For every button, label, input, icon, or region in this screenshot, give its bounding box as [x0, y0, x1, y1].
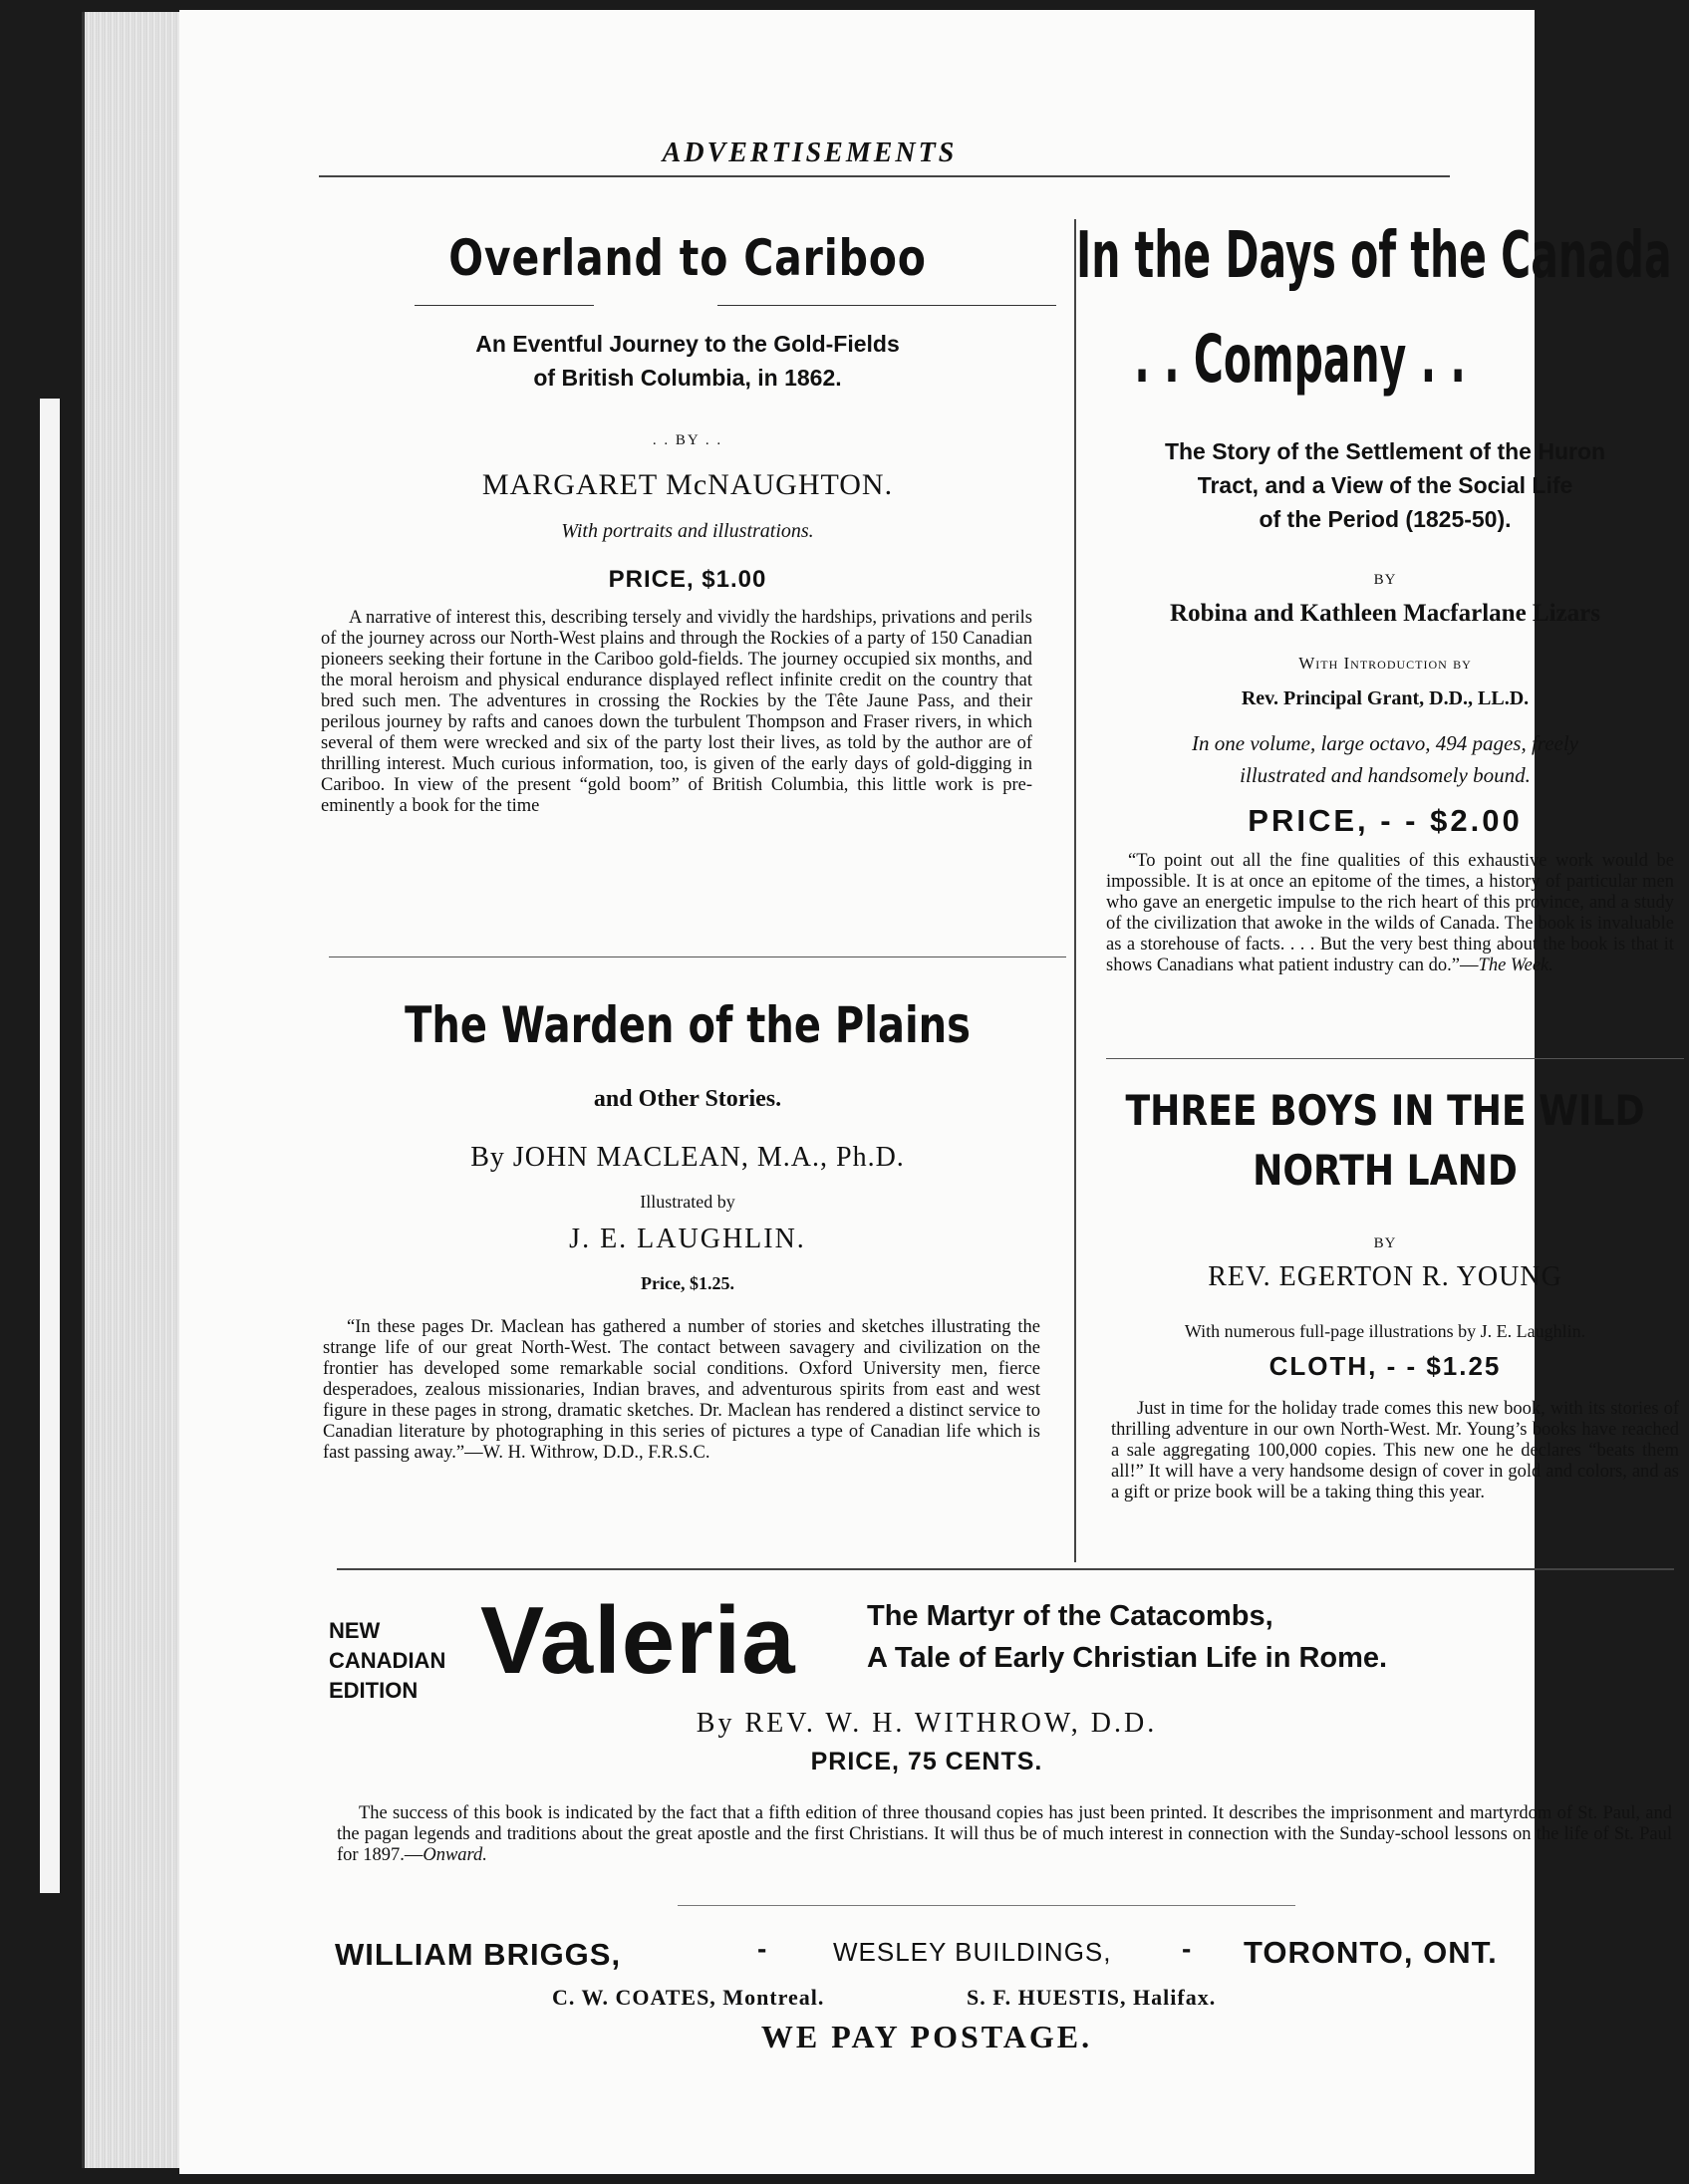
ad2-title-line1: In the Days of the Canada [1076, 219, 1672, 293]
footer-building: WESLEY BUILDINGS, [833, 1937, 1112, 1967]
ad2-price: PRICE, - - $2.00 [1248, 803, 1523, 838]
ad2-title-line2: . . Company . . [1134, 321, 1466, 398]
footer-dash-1: - [757, 1933, 767, 1964]
ad1-subtitle-1: An Eventful Journey to the Gold-Fields [475, 331, 900, 357]
ad4-by: BY [1373, 1235, 1397, 1251]
ad1-by: . . BY . . [652, 432, 723, 448]
ad2-intro-author: Rev. Principal Grant, D.D., LL.D. [1241, 687, 1530, 709]
ad4-author: REV. EGERTON R. YOUNG [1208, 1261, 1562, 1292]
spine-gap [40, 399, 60, 1893]
ad5-description [337, 1803, 1672, 1866]
footer-agent-halifax: S. F. HUESTIS, Halifax. [967, 1985, 1217, 2010]
ad4-illustrations: With numerous full-page illustrations by J. E. Laughlin. [1184, 1321, 1586, 1341]
ad1-title-underline-right [717, 305, 1056, 306]
ad2-subtitle-3: of the Period (1825-50). [1259, 506, 1512, 532]
ad2-review-text: “To point out all the fine qualities of this exhaustive work would be impossible. It is at once an epitome of the times, a history of particular men who gave an energetic impulse to the rich heart of this province, and a study of the civilization that awoke in the wilds of Canada. The book is invaluable as a storehouse of facts. . . . But the very best thing about the book is that it shows Canadians what patient industry can do.”— [1106, 851, 1674, 975]
footer-rule [678, 1905, 1295, 1906]
running-head: ADVERTISEMENTS [662, 137, 958, 168]
ad5-edition [329, 1616, 445, 1706]
ad2-intro-label: With Introduction by [1298, 654, 1472, 673]
ad4-title-line2: NORTH LAND [1253, 1146, 1518, 1195]
ad5-edition-line1: NEW [329, 1618, 381, 1643]
ad1-description: A narrative of interest this, describing tersely and vividly the hardships, privations and perils of the journey across our North-West plains and through the Rockies of a party of 150 Canadian pioneers seeking their fortune in the Cariboo gold-fields. The journey occupied six months, and the moral heroism and physical endurance displayed reflect infinite credit on the country that bred such men. The adventures in crossing the Rockies by the Tête Jaune Pass, and their perilous journey by rafts and canoes down the turbulent Thompson and Fraser rivers, in which several of them were wrecked and six of the party lost their lives, as told by the author are of thrilling interest. Much curious information, too, is given of the early days of gold-digging in Cariboo. In view of the present “gold boom” of British Columbia, this little work is pre-eminently a book for the time [321, 608, 1032, 816]
ad1-note: With portraits and illustrations. [561, 520, 814, 542]
ad2-subtitle-1: The Story of the Settlement of the Huron [1164, 438, 1606, 464]
footer-city: TORONTO, ONT. [1244, 1935, 1498, 1970]
ad1-title-underline-left [415, 305, 594, 306]
ad2-authors: Robina and Kathleen Macfarlane Lizars [1170, 600, 1600, 627]
ad1-title: Overland to Cariboo [448, 229, 927, 287]
ad2-review-source: The Week. [1478, 956, 1553, 975]
ad5-edition-line3: EDITION [329, 1678, 419, 1703]
ad5-description-source: Onward. [422, 1845, 487, 1865]
ad2-review [1106, 851, 1674, 976]
footer-publisher: WILLIAM BRIGGS, [335, 1937, 622, 1972]
footer-agent-montreal: C. W. COATES, Montreal. [552, 1985, 825, 2010]
ad2-divider [1106, 1058, 1684, 1059]
footer-postage: WE PAY POSTAGE. [760, 2019, 1093, 2054]
ad3-subtitle: and Other Stories. [593, 1086, 782, 1112]
ad4-price: CLOTH, - - $1.25 [1268, 1351, 1502, 1381]
ad2-note-2: illustrated and handsomely bound. [1240, 763, 1531, 787]
ad5-price: PRICE, 75 CENTS. [810, 1748, 1043, 1775]
ad1-price: PRICE, $1.00 [608, 566, 767, 593]
ad5-title: Valeria [480, 1587, 796, 1694]
page-edges [82, 12, 184, 2168]
ad1-divider [329, 956, 1066, 957]
ad3-price: Price, $1.25. [641, 1273, 734, 1293]
ad4-bottom-rule [337, 1568, 1674, 1570]
ad4-description: Just in time for the holiday trade comes this new book, with its stories of thrilling adventure in our own North-West. Mr. Young’s books have reached a sale aggregating 100,000 copies. This new one he declares “beats them all!” It will have a very handsome design of cover in gold and colors, and as a gift or prize book will be a taking thing this year. [1111, 1399, 1679, 1502]
ad3-title: The Warden of the Plains [405, 996, 971, 1054]
ad3-illustrated-by: Illustrated by [640, 1192, 735, 1212]
ad3-illustrator: J. E. LAUGHLIN. [569, 1224, 806, 1254]
column-divider [1074, 219, 1076, 1562]
ad4-title-line1: THREE BOYS IN THE WILD [1125, 1086, 1645, 1135]
ad5-description-text: The success of this book is indicated by the fact that a fifth edition of three thousand copies has just been printed. It describes the imprisonment and martyrdom of St. Paul, and the pagan legends and traditions about the great apostle and the first Christians. It will thus be of much interest in connection with the Sunday-school lessons on the life of St. Paul for 1897.— [337, 1803, 1672, 1865]
ad3-review: “In these pages Dr. Maclean has gathered a number of stories and sketches illustrating the strange life of our great North-West. The contact between savagery and civilization on the frontier has developed some remarkable social conditions. Oxford University men, fierce desperadoes, zealous missionaries, Indian braves, and adventurous spirits from east and west figure in these pages in strong, dramatic sketches. Dr. Maclean has rendered a distinct service to Canadian literature by photographing in this series of pictures a type of Canadian life which is fast passing away.”—W. H. Withrow, D.D., F.R.S.C. [323, 1317, 1040, 1463]
ad5-edition-line2: CANADIAN [329, 1648, 446, 1673]
ad5-author: By REV. W. H. WITHROW, D.D. [696, 1708, 1158, 1739]
ad2-subtitle-2: Tract, and a View of the Social Life [1197, 472, 1573, 498]
ad5-subtitle-1: The Martyr of the Catacombs, [867, 1600, 1273, 1632]
ad1-subtitle-2: of British Columbia, in 1862. [533, 365, 842, 391]
top-rule [319, 175, 1450, 177]
advertisement-page [179, 10, 1679, 2174]
ad1-author: MARGARET McNAUGHTON. [481, 468, 894, 501]
footer-dash-2: - [1182, 1933, 1192, 1964]
ad3-author: By JOHN MACLEAN, M.A., Ph.D. [470, 1142, 905, 1173]
ad2-by: BY [1373, 572, 1397, 588]
ad5-subtitle-2: A Tale of Early Christian Life in Rome. [867, 1642, 1388, 1674]
ad2-note-1: In one volume, large octavo, 494 pages, freely [1192, 731, 1578, 755]
